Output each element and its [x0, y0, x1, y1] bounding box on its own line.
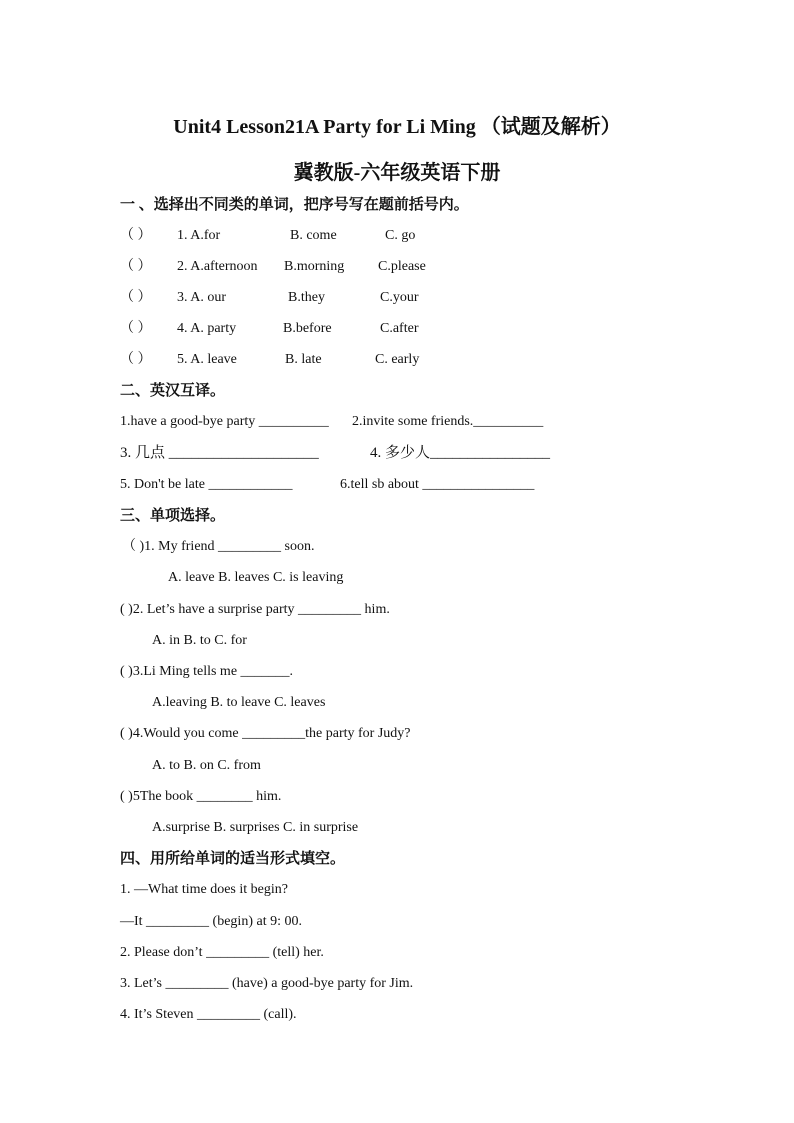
option-c: C.please	[378, 259, 426, 274]
section4-heading: 四、用所给单词的适当形式填空。	[120, 851, 346, 867]
translation-item-4: 4. 多少人________________	[370, 445, 551, 461]
translation-item-1: 1.have a good-bye party __________	[120, 414, 329, 429]
option-b: B. come	[290, 228, 337, 243]
answer-parentheses: （ ）	[120, 259, 152, 274]
mc-options-5: A.surprise B. surprises C. in surprise	[152, 820, 359, 835]
option-a: 1. A.for	[177, 228, 221, 243]
fill-line-5: 4. It’s Steven _________ (call).	[120, 1007, 297, 1022]
answer-parentheses: （ ）	[120, 352, 152, 367]
option-c: C.after	[380, 321, 419, 336]
answer-parentheses: （ ）	[120, 228, 152, 243]
mc-options-1: A. leave B. leaves C. is leaving	[168, 570, 344, 585]
fill-line-1: 1. —What time does it begin?	[120, 882, 288, 897]
answer-parentheses: （ ）	[120, 290, 152, 305]
mc-question-3: ( )3.Li Ming tells me _______.	[120, 664, 294, 679]
fill-line-3: 2. Please don’t _________ (tell) her.	[120, 945, 324, 960]
mc-question-5: ( )5The book ________ him.	[120, 789, 282, 804]
option-a: 3. A. our	[177, 290, 226, 305]
translation-item-5: 5. Don't be late ____________	[120, 477, 293, 492]
translation-item-2: 2.invite some friends.__________	[352, 414, 544, 429]
mc-options-2: A. in B. to C. for	[152, 633, 247, 648]
mc-question-4: ( )4.Would you come _________the party for Judy?	[120, 726, 411, 741]
mc-options-4: A. to B. on C. from	[152, 758, 261, 773]
answer-parentheses: （ ）	[120, 321, 152, 336]
option-b: B.morning	[284, 259, 345, 274]
section3-heading: 三、单项选择。	[120, 508, 226, 524]
document-subtitle: 冀教版-六年级英语下册	[293, 162, 501, 184]
option-a: 4. A. party	[177, 321, 237, 336]
translation-item-3: 3. 几点 ____________________	[120, 445, 319, 461]
option-c: C. early	[375, 352, 420, 367]
fill-line-2: —It _________ (begin) at 9: 00.	[120, 914, 302, 929]
option-a: 5. A. leave	[177, 352, 237, 367]
option-b: B. late	[285, 352, 322, 367]
option-b: B.before	[283, 321, 332, 336]
section1-heading: 一 、选择出不同类的单词，把序号写在题前括号内。	[120, 197, 469, 213]
section2-heading: 二、英汉互译。	[120, 383, 226, 399]
option-c: C. go	[385, 228, 416, 243]
option-a: 2. A.afternoon	[177, 259, 258, 274]
document-title: Unit4 Lesson21A Party for Li Ming （试题及解析）	[173, 116, 621, 138]
fill-line-4: 3. Let’s _________ (have) a good-bye party for Jim.	[120, 976, 414, 991]
mc-options-3: A.leaving B. to leave C. leaves	[152, 695, 326, 710]
mc-question-2: ( )2. Let’s have a surprise party _________ him.	[120, 602, 390, 617]
option-b: B.they	[288, 290, 325, 305]
mc-question-1: （ )1. My friend _________ soon.	[122, 539, 315, 554]
option-c: C.your	[380, 290, 419, 305]
translation-item-6: 6.tell sb about ________________	[340, 477, 535, 492]
